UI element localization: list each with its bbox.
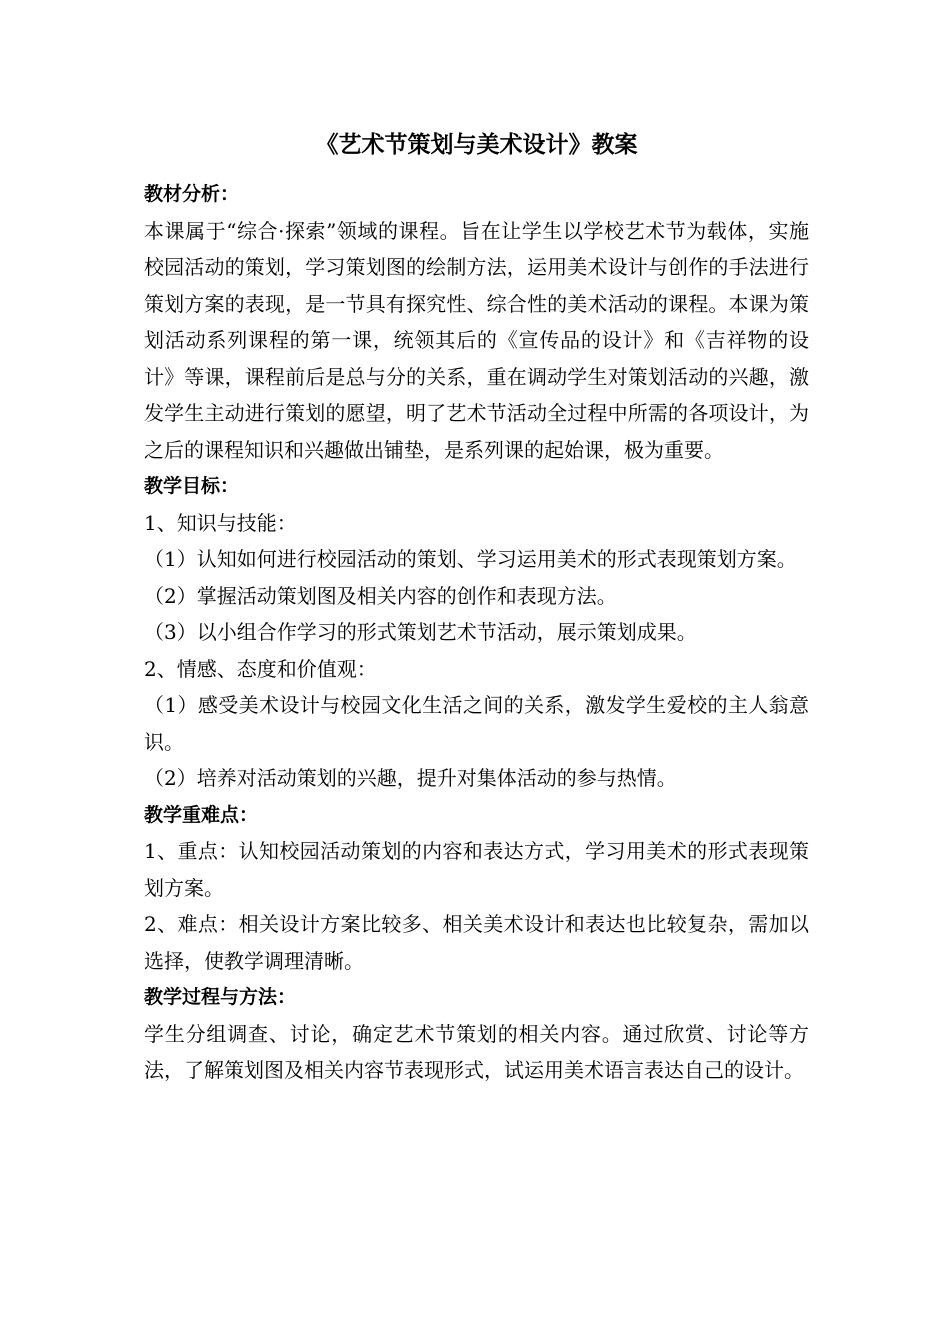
process-body: 学生分组调查、讨论，确定艺术节策划的相关内容。通过欣赏、讨论等方法，了解策划图及相关内容节表现形式，试运用美术语言表达自己的设计。 (144, 1021, 809, 1082)
objective-1-2: （2）掌握活动策划图及相关内容的创作和表现方法。 (144, 583, 617, 608)
analysis-body: 本课属于“综合·探索”领域的课程。旨在让学生以学校艺术节为载体，实施校园活动的策划，学习策划图的绘制方法，运用美术设计与创作的手法进行策划方案的表现，是一节具有探究性、综合性的美术活动的课程。本课为策划活动系列课程的第一课，统领其后的《宣传品的设计》和《吉祥物的设计》等课，课程前后是总与分的关系，重在调动学生对策划活动的兴趣，激发学生主动进行策划的愿望，明了艺术节活动全过程中所需的各项设计，为之后的课程知识和兴趣做出铺垫，是系列课的起始课，极为重要。 (144, 218, 809, 462)
objective-1-1: （1）认知如何进行校园活动的策划、学习运用美术的形式表现策划方案。 (144, 547, 797, 571)
document-page (144, 128, 809, 1089)
key-point-1: 1、重点：认知校园活动策划的内容和表达方式，学习用美术的形式表现策划方案。 (144, 839, 809, 900)
key-point-2: 2、难点：相关设计方案比较多、相关美术设计和表达也比较复杂，需加以选择，使教学调理清晰。 (144, 912, 809, 973)
objective-1-title: 1、知识与技能： (144, 510, 297, 535)
section-analysis (144, 176, 809, 468)
section-heading-objectives: 教学目标： (144, 475, 240, 497)
objective-1-3: （3）以小组合作学习的形式策划艺术节活动，展示策划成果。 (144, 620, 697, 644)
objective-2-title: 2、情感、态度和价值观： (144, 656, 377, 681)
section-key-points (144, 797, 809, 980)
section-process (144, 979, 809, 1089)
objective-2-1: （1）感受美术设计与校园文化生活之间的关系，激发学生爱校的主人翁意识。 (144, 693, 809, 754)
section-objectives (144, 468, 809, 797)
section-heading-analysis: 教材分析： (144, 183, 240, 205)
document-title: 《艺术节策划与美术设计》教案 (315, 132, 638, 158)
objective-2-2: （2）培养对活动策划的兴趣，提升对集体活动的参与热情。 (144, 766, 677, 790)
section-heading-key-points: 教学重难点： (144, 803, 259, 826)
section-heading-process: 教学过程与方法： (144, 986, 297, 1008)
